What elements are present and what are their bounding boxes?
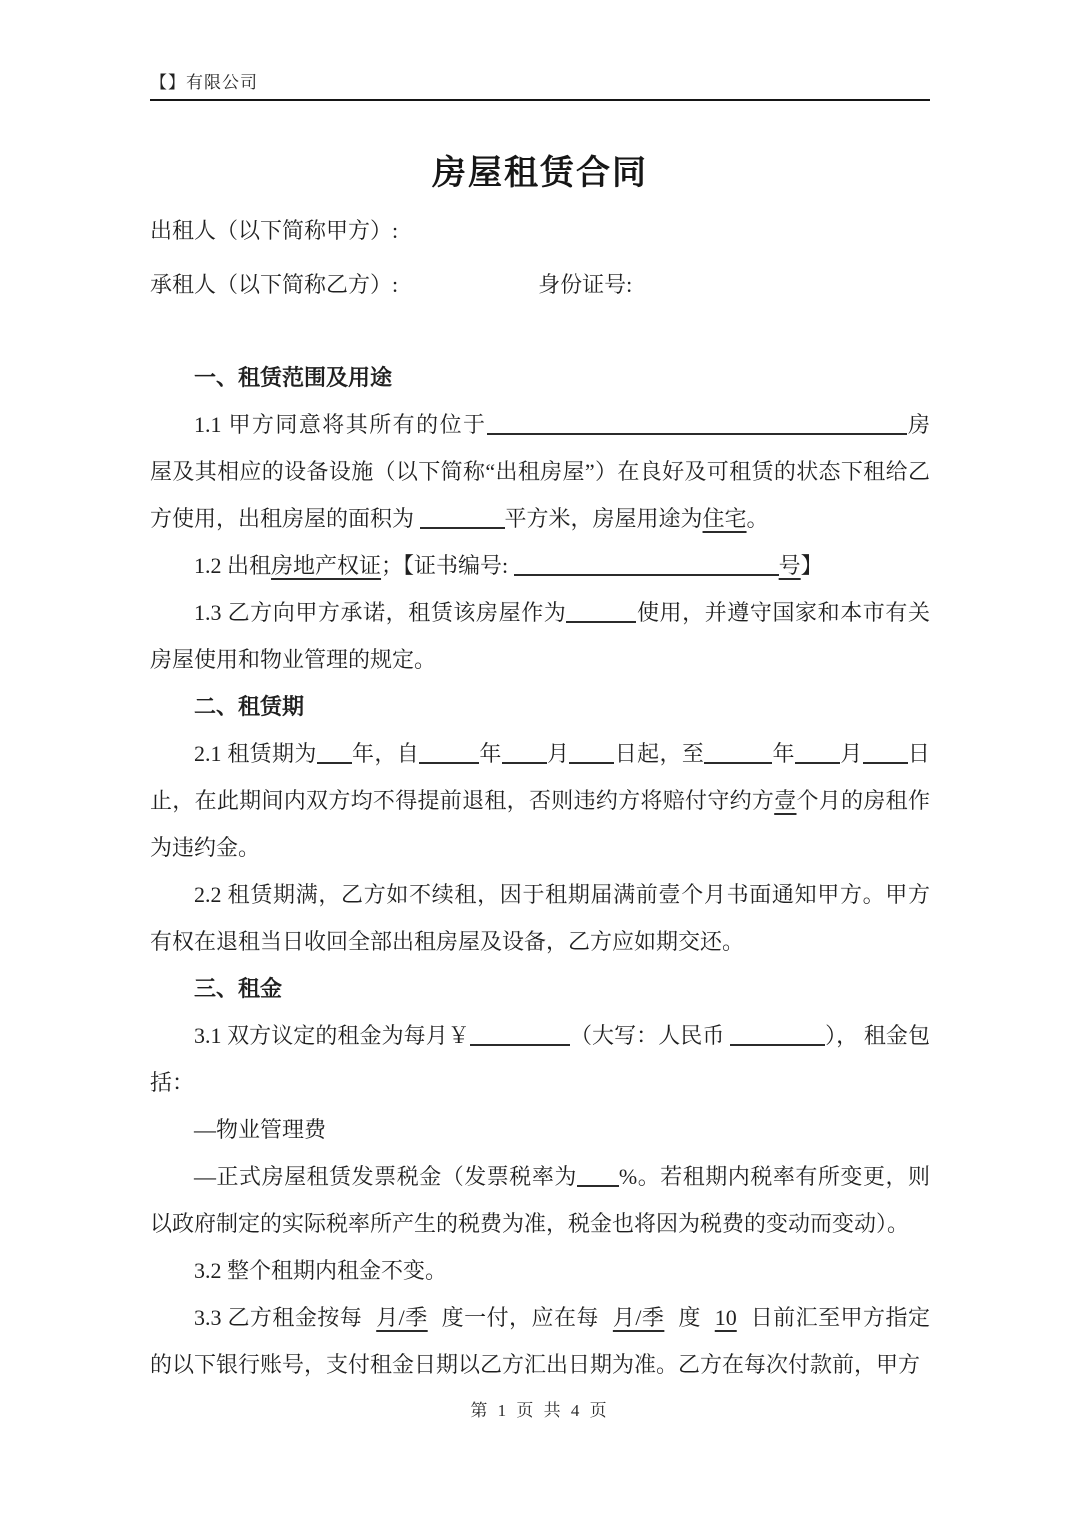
underlined-text: 壹	[774, 788, 797, 813]
underlined-text: 月/季	[376, 1305, 428, 1330]
text-segment: 度一付，应在每	[435, 1305, 605, 1330]
text-segment: —物业管理费	[194, 1117, 327, 1142]
paragraph	[150, 1106, 930, 1153]
text-segment: 年	[772, 741, 795, 766]
section-heading	[150, 965, 930, 1012]
text-segment: 】	[800, 553, 823, 578]
blank-field	[704, 748, 772, 764]
text-segment: 平方米，房屋用途为	[504, 506, 703, 531]
party-line	[150, 258, 930, 312]
paragraph	[150, 730, 930, 871]
text-segment: 个月的房租作为违约金。	[150, 788, 930, 860]
blank-field	[487, 419, 907, 435]
text-segment: 房屋及其相应的设备设施（以下简称“出租房屋”）在良好及可租赁的状态下租给乙方使用，出租房屋的面积为	[150, 412, 930, 531]
text-segment: 月	[839, 741, 863, 766]
paragraph	[150, 1294, 930, 1388]
paragraph	[150, 871, 930, 965]
paragraph	[150, 1247, 930, 1294]
party-line	[150, 204, 930, 258]
text-segment: —正式房屋租赁发票税金（发票税率为	[194, 1164, 577, 1189]
text-segment: 日起，至	[614, 741, 705, 766]
text-segment: 3.3 乙方租金按每	[194, 1305, 369, 1330]
blank-field	[566, 607, 636, 623]
spacer	[150, 312, 930, 354]
text-segment: 日止，在此期间内双方均不得提前退租，否则违约方将赔付守约方	[150, 741, 930, 813]
document-title: 房屋租赁合同	[432, 155, 648, 192]
text-segment: 1.1 甲方同意将其所有的位于	[194, 412, 487, 437]
blank-field	[795, 748, 840, 764]
text-segment: 月	[546, 741, 570, 766]
blank-field	[419, 748, 479, 764]
section-heading	[150, 683, 930, 730]
text-segment: 1.2 出租	[194, 553, 272, 578]
text-segment: 三、租金	[194, 976, 283, 1001]
underlined-text: 房地产权证	[271, 553, 382, 578]
blank-field	[730, 1030, 825, 1046]
document-header	[150, 0, 930, 101]
underlined-text: 住宅	[702, 506, 747, 531]
text-segment: 出租人（以下简称甲方）:	[150, 218, 399, 243]
text-segment: 二、租赁期	[194, 694, 305, 719]
text-segment: ）， 租金包括：	[150, 1023, 930, 1095]
text-segment: ；【证书编号:	[381, 553, 514, 578]
text-segment: 2.2 租赁期满，乙方如不续租，因于租期届满前壹个月书面通知甲方。甲方有权在退租当日收回全部出租房屋及设备，乙方应如期交还。	[150, 882, 930, 954]
text-segment: 1.3 乙方向甲方承诺，租赁该房屋作为	[194, 600, 567, 625]
paragraph	[150, 401, 930, 542]
blank-field	[420, 513, 505, 529]
text-segment: 身份证号:	[538, 272, 633, 297]
paragraph	[150, 542, 930, 589]
page-number-footer: 第 1 页 共 4 页	[470, 1401, 610, 1420]
blank-field	[569, 748, 614, 764]
blank-field	[502, 748, 547, 764]
blank-field	[863, 748, 908, 764]
text-segment: 承租人（以下简称乙方）:	[150, 272, 399, 297]
contract-body	[150, 204, 930, 1388]
section-heading	[150, 354, 930, 401]
text-segment: 。	[746, 506, 769, 531]
underlined-text: 月/季	[612, 1305, 665, 1330]
text-segment: %。若租期内税率有所变更，则以政府制定的实际税率所产生的税费为准，税金也将因为税费的变动而变动）。	[150, 1164, 930, 1236]
underlined-text: 号	[778, 553, 801, 578]
text-segment: 日前汇至甲方指定的以下银行账号，支付租金日期以乙方汇出日期为准。乙方在每次付款前，甲方	[150, 1305, 930, 1377]
text-segment: 3.2 整个租期内租金不变。	[194, 1258, 448, 1283]
text-segment: （大写：人民币	[569, 1023, 731, 1048]
blank-field	[514, 560, 779, 576]
blank-field	[577, 1171, 619, 1187]
text-segment: 年	[479, 741, 502, 766]
company-name: 【】有限公司	[150, 73, 258, 92]
text-segment: 年，自	[351, 741, 420, 766]
paragraph	[150, 1012, 930, 1106]
text-segment: 2.1 租赁期为	[194, 741, 317, 766]
text-segment: 3.1 双方议定的租金为每月￥	[194, 1023, 470, 1048]
blank-field	[470, 1030, 570, 1046]
text-segment: 使用，并遵守国家和本市有关房屋使用和物业管理的规定。	[150, 600, 930, 672]
blank-field	[317, 748, 352, 764]
paragraph	[150, 1153, 930, 1247]
underlined-text: 10	[714, 1305, 737, 1330]
paragraph	[150, 589, 930, 683]
text-segment: 一、租赁范围及用途	[194, 365, 393, 390]
text-segment: 度	[672, 1305, 707, 1330]
